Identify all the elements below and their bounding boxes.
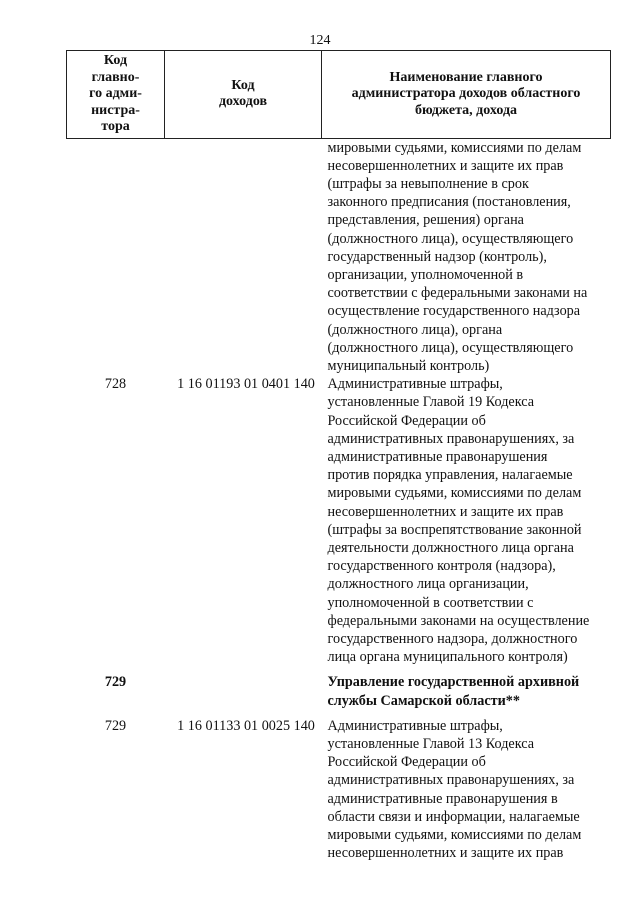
header-revenue-code: Код доходов (165, 51, 322, 139)
name-line: осуществление государственного надзора (327, 303, 581, 320)
name-line: Административные штрафы, (327, 717, 503, 734)
admin-code-cell: 728 (104, 376, 127, 393)
name-line: деятельности должностного лица органа (327, 539, 574, 556)
name-line: (должностного лица), осуществляющего (327, 230, 574, 247)
name-line: лица органа муниципального контроля) (327, 649, 568, 666)
name-line: государственного контроля (надзора), (327, 558, 556, 575)
revenue-code-cell: 1 16 01133 01 0025 140 (177, 717, 315, 734)
name-line: установленные Главой 13 Кодекса (327, 736, 535, 752)
table-row (67, 138, 611, 375)
name-line: (штрафы за невыполнение в срок (327, 175, 529, 192)
name-cell (322, 666, 611, 709)
name-line: административных правонарушениях, за (327, 772, 575, 789)
header-name: Наименование главного администратора доходов областного бюджета, дохода (322, 51, 611, 139)
name-line: несовершеннолетних и защите их прав (327, 845, 564, 862)
revenue-code-cell (165, 138, 322, 375)
name-line: административные правонарушения в (327, 790, 558, 807)
name-line: законного предписания (постановления, (327, 194, 571, 211)
name-line: соответствии с федеральными законами на (327, 285, 588, 302)
name-line: должностного лица организации, (327, 576, 529, 593)
name-line: установленные Главой 19 Кодекса (327, 394, 535, 411)
table-row (67, 375, 611, 666)
name-cell (322, 710, 611, 863)
header-admin-code: Код главно- го адми- нистра- тора (67, 51, 165, 139)
table-row (67, 710, 611, 863)
admin-code-cell (67, 138, 165, 375)
name-line: государственный надзор (контроль), (327, 248, 547, 265)
name-line: мировыми судьями, комиссиями по делам (327, 485, 582, 502)
name-line: (должностного лица), осуществляющего (327, 339, 574, 356)
name-line: (штрафы за воспрепятствование законной (327, 521, 582, 538)
name-cell (322, 375, 611, 666)
name-line: государственного надзора, должностного (327, 630, 578, 647)
admin-code-cell: 729 (104, 717, 127, 734)
name-line: против порядка управления, налагаемые (327, 467, 573, 484)
name-line: мировыми судьями, комиссиями по делам (327, 139, 582, 156)
name-line: муниципальный контроль) (327, 357, 490, 374)
name-line: уполномоченной в соответствии с (327, 594, 534, 611)
name-line: организации, уполномоченной в (327, 266, 524, 283)
table-header-row (67, 51, 611, 139)
name-line: мировыми судьями, комиссиями по делам (327, 827, 582, 844)
name-line: представления, решения) органа (327, 212, 524, 229)
page-number: 124 (309, 33, 331, 48)
name-line: несовершеннолетних и защите их прав (327, 503, 564, 520)
admin-code-cell: 729 (104, 674, 127, 691)
name-line: Управление государственной архивной (327, 674, 580, 691)
name-line: федеральными законами на осуществление (327, 612, 590, 629)
name-line: административных правонарушениях, за (327, 430, 575, 447)
name-line: (должностного лица), органа (327, 321, 503, 338)
name-line: области связи и информации, налагаемые (327, 808, 580, 825)
revenue-code-cell: 1 16 01193 01 0401 140 (177, 376, 315, 393)
name-line: Российской Федерации об (327, 754, 486, 771)
name-line: несовершеннолетних и защите их прав (327, 157, 564, 174)
revenue-code-cell (165, 666, 322, 709)
name-line: административные правонарушения (327, 448, 548, 465)
name-line: службы Самарской области** (327, 692, 520, 709)
name-line: Российской Федерации об (327, 412, 486, 429)
name-cell (322, 138, 611, 375)
revenue-codes-table (66, 50, 611, 862)
table-row (67, 666, 611, 709)
name-line: Административные штрафы, (327, 376, 503, 393)
